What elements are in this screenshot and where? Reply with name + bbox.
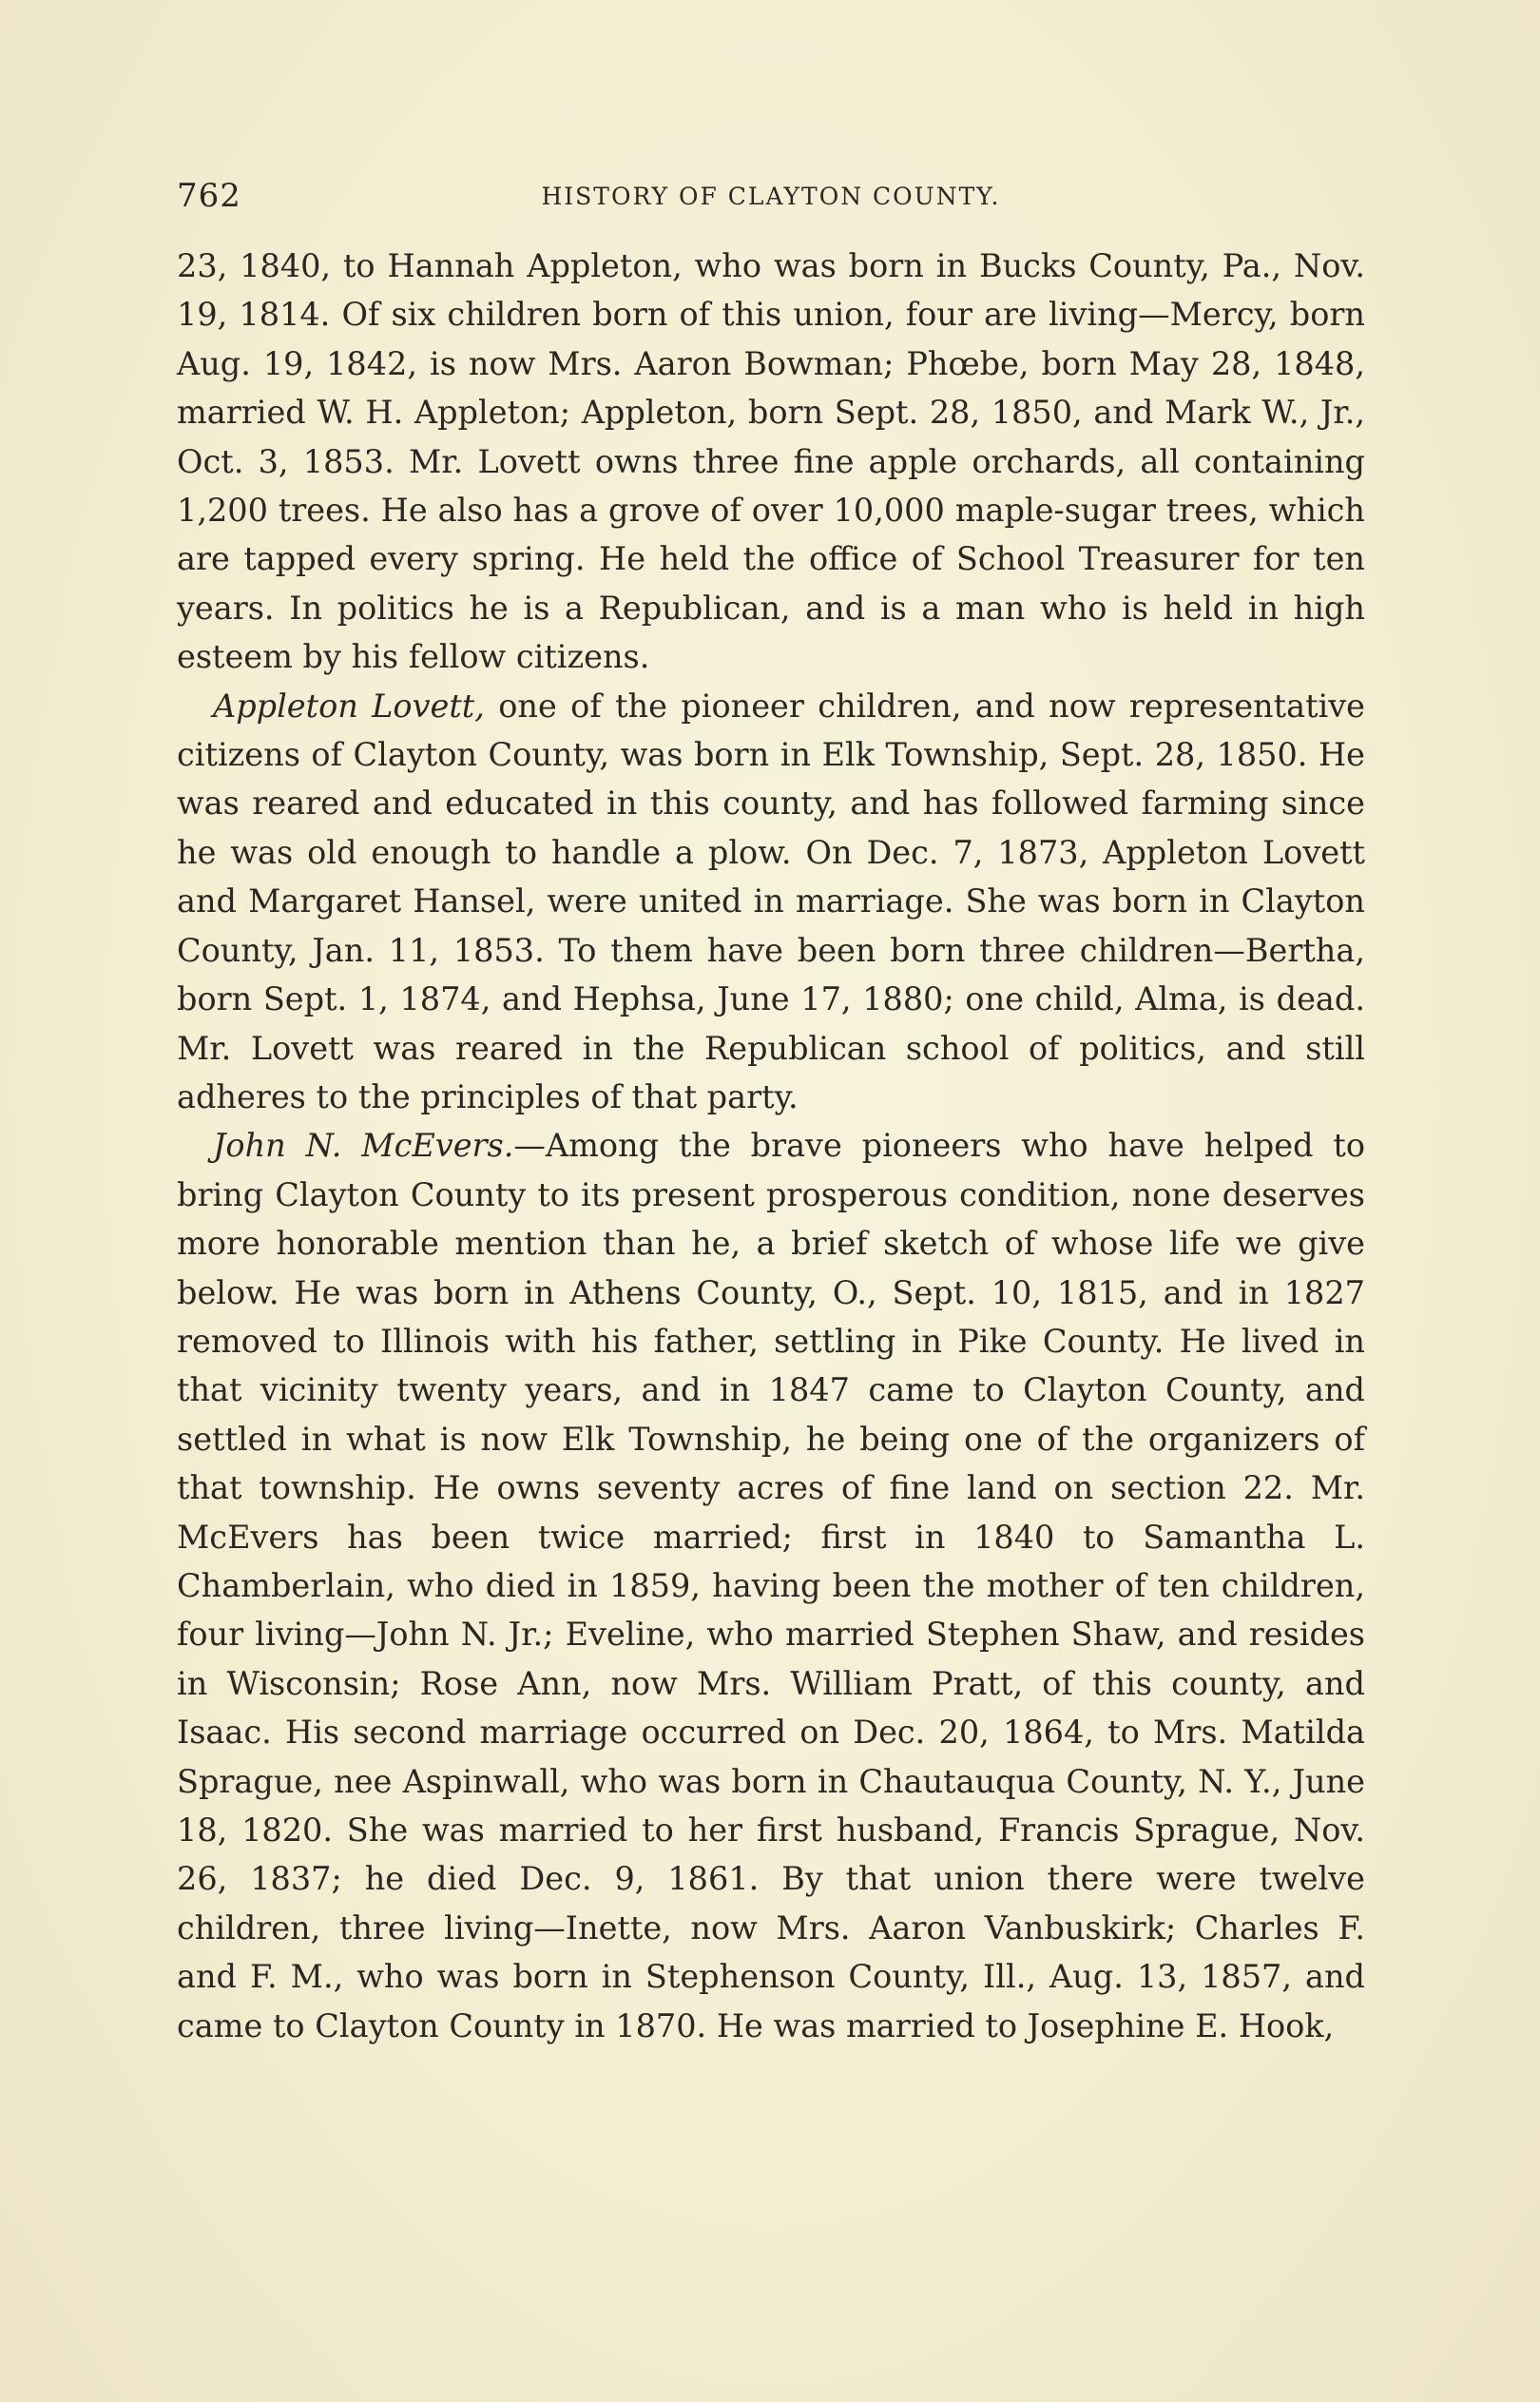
paragraph-appleton-lovett (177, 682, 1365, 1122)
paragraph-text: —Among the brave pioneers who have helped to bring Clayton County to its present prosperous condition, none deserves more honorable mention than he, a brief sketch of whose life we give below. He was born in Athens County, O., Sept. 10, 1815, and in 1827 removed to Illinois with his father, settling in Pike County. He lived in that vicinity twenty years, and in 1847 came to Clayton County, and settled in what is now Elk Township, he being one of the organizers of that township. He owns seventy acres of fine land on section 22. Mr. McEvers has been twice married; first in 1840 to Samantha L. Chamberlain, who died in 1859, having been the mother of ten children, four living—John N. Jr.; Eveline, who married Stephen Shaw, and resides in Wisconsin; Rose Ann, now Mrs. William Pratt, of this county, and Isaac. His second marriage occurred on Dec. 20, 1864, to Mrs. Matilda Sprague, nee Aspinwall, who was born in Chautauqua County, N. Y., June 18, 1820. She was married to her first husband, Francis Sprague, Nov. 26, 1837; he died Dec. 9, 1861. By that union there were twelve children, three living—Inette, now Mrs. Aaron Vanbuskirk; Charles F. and F. M., who was born in Stephenson County, Ill., Aug. 13, 1857, and came to Clayton County in 1870. He was married to Josephine E. Hook, (177, 1127, 1365, 2044)
paragraph-continuation (177, 242, 1365, 682)
running-head (177, 177, 1365, 234)
paragraph-text: 23, 1840, to Hannah Appleton, who was born in Bucks County, Pa., Nov. 19, 1814. Of six children born of this union, four are living—Mercy, born Aug. 19, 1842, is now Mrs. Aaron Bowman; Phœbe, born May 28, 1848, married W. H. Appleton; Appleton, born Sept. 28, 1850, and Mark W., Jr., Oct. 3, 1853. Mr. Lovett owns three fine apple orchards, all containing 1,200 trees. He also has a grove of over 10,000 maple-sugar trees, which are tapped every spring. He held the office of School Treasurer for ten years. In politics he is a Republican, and is a man who is held in high esteem by his fellow citizens. (177, 247, 1365, 676)
body-text (177, 242, 1365, 2050)
paragraph-text: one of the pioneer children, and now representative citizens of Clayton County, was born in Elk Township, Sept. 28, 1850. He was reared and educated in this county, and has followed farming since he was old enough to handle a plow. On Dec. 7, 1873, Appleton Lovett and Margaret Hansel, were united in marriage. She was born in Clayton County, Jan. 11, 1853. To them have been born three children—Bertha, born Sept. 1, 1874, and Hephsa, June 17, 1880; one child, Alma, is dead. Mr. Lovett was reared in the Republican school of politics, and still adheres to the principles of that party. (177, 687, 1365, 1115)
paragraph-john-mcevers (177, 1121, 1365, 2050)
running-title: HISTORY OF CLAYTON COUNTY. (541, 183, 1001, 210)
biography-name: John N. McEvers. (213, 1127, 514, 1165)
biography-name: Appleton Lovett, (213, 687, 485, 725)
page-number: 762 (177, 177, 241, 215)
page-content (177, 177, 1365, 2050)
